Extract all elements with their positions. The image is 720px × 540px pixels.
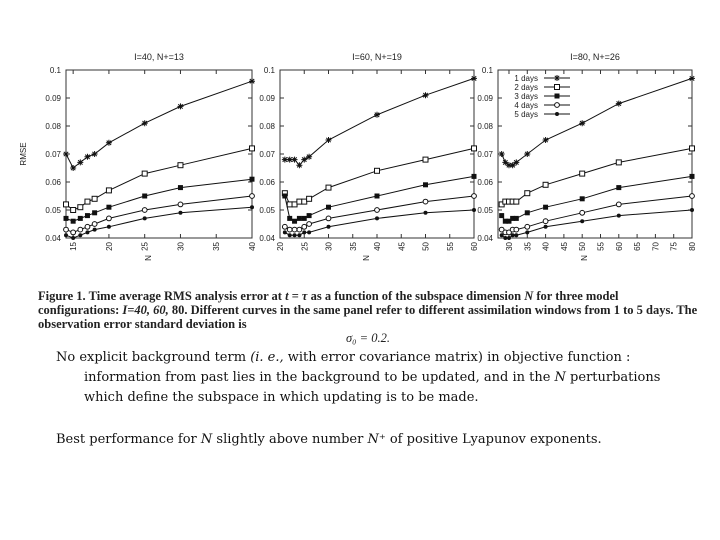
data-point — [288, 233, 292, 237]
y-tick-label: 0.08 — [259, 122, 275, 131]
x-tick-label: 45 — [397, 242, 407, 251]
series-5 — [283, 208, 476, 237]
data-point — [543, 219, 548, 224]
data-point — [93, 228, 97, 232]
x-tick-label: 20 — [276, 242, 285, 251]
legend-marker — [555, 85, 560, 90]
data-point — [423, 157, 428, 162]
data-point — [106, 205, 111, 210]
series-line — [502, 210, 692, 238]
data-point — [292, 227, 297, 232]
y-tick-label: 0.04 — [45, 234, 61, 243]
data-point — [472, 146, 477, 151]
data-point — [690, 194, 695, 199]
y-tick-label: 0.09 — [259, 94, 275, 103]
data-point — [326, 216, 331, 221]
y-tick-label: 0.08 — [45, 122, 61, 131]
caption-math-I: I=40, 60, — [122, 303, 169, 317]
data-point — [375, 208, 380, 213]
data-point — [296, 162, 302, 168]
data-point — [302, 216, 307, 221]
data-point — [302, 230, 306, 234]
data-point — [142, 171, 147, 176]
data-point — [78, 227, 83, 232]
note2-Nplus: N⁺ — [367, 432, 386, 447]
data-point — [499, 213, 504, 218]
data-point — [689, 75, 695, 81]
x-tick-label: 15 — [69, 242, 79, 251]
legend-label: 1 days — [514, 74, 538, 83]
data-point — [178, 185, 183, 190]
y-tick-label: 0.07 — [259, 150, 275, 159]
x-tick-label: 55 — [596, 242, 606, 251]
data-point — [543, 182, 548, 187]
x-tick-label: 50 — [421, 242, 431, 251]
data-point — [142, 194, 147, 199]
data-point — [326, 205, 331, 210]
data-point — [142, 208, 147, 213]
data-point — [423, 199, 428, 204]
data-point — [64, 202, 69, 207]
data-point — [283, 230, 287, 234]
data-point — [77, 159, 83, 165]
data-point — [250, 146, 255, 151]
data-point — [292, 157, 298, 163]
data-point — [472, 208, 476, 212]
data-point — [580, 210, 585, 215]
x-tick-label: 30 — [176, 242, 186, 251]
data-point — [514, 216, 519, 221]
data-point — [543, 205, 548, 210]
note2-part-c: of positive Lyapunov exponents. — [385, 432, 602, 447]
y-tick-label: 0.06 — [259, 178, 275, 187]
legend-label: 4 days — [514, 101, 538, 110]
data-point — [616, 160, 621, 165]
x-axis-label: N — [580, 255, 589, 261]
data-point — [71, 236, 75, 240]
x-axis-label: N — [362, 255, 371, 261]
data-point — [71, 219, 76, 224]
data-point — [64, 233, 68, 237]
data-point — [616, 101, 622, 107]
y-tick-label: 0.1 — [263, 66, 275, 75]
data-point — [326, 185, 331, 190]
x-tick-label: 45 — [559, 242, 569, 251]
data-point — [282, 224, 287, 229]
data-point — [472, 174, 477, 179]
data-point — [282, 194, 287, 199]
data-point — [92, 196, 97, 201]
data-point — [503, 236, 507, 240]
data-point — [63, 151, 69, 157]
legend-marker — [554, 75, 560, 81]
data-point — [511, 233, 515, 237]
data-point — [92, 151, 98, 157]
data-point — [514, 199, 519, 204]
data-point — [525, 230, 529, 234]
x-tick-label: 25 — [140, 242, 150, 251]
x-tick-label: 55 — [445, 242, 455, 251]
panel-title: I=80, N+=26 — [570, 52, 620, 62]
caption-math-t-tau: t = τ — [285, 289, 308, 303]
data-point — [326, 137, 332, 143]
data-point — [580, 171, 585, 176]
x-tick-label: 25 — [300, 242, 310, 251]
x-tick-label: 40 — [541, 242, 551, 251]
data-point — [524, 151, 530, 157]
data-point — [178, 202, 183, 207]
y-tick-label: 0.04 — [477, 234, 493, 243]
chart-panel-2 — [280, 70, 477, 238]
data-point — [64, 227, 69, 232]
x-tick-label: 40 — [373, 242, 382, 251]
data-point — [690, 208, 694, 212]
data-point — [177, 103, 183, 109]
x-tick-label: 65 — [633, 242, 643, 251]
y-tick-label: 0.1 — [481, 66, 493, 75]
data-point — [423, 182, 428, 187]
data-point — [107, 225, 111, 229]
data-point — [580, 219, 584, 223]
data-point — [92, 222, 97, 227]
data-point — [507, 236, 511, 240]
data-point — [471, 75, 477, 81]
data-point — [297, 227, 302, 232]
note1-N: N — [554, 370, 566, 385]
note-best-performance — [56, 430, 668, 450]
note2-part-b: slightly above number — [212, 432, 368, 447]
data-point — [423, 92, 429, 98]
series-line — [502, 196, 692, 232]
data-point — [374, 112, 380, 118]
y-axis-label: RMSE — [19, 142, 28, 166]
data-point — [616, 185, 621, 190]
data-point — [71, 208, 76, 213]
data-point — [143, 216, 147, 220]
y-tick-label: 0.08 — [477, 122, 493, 131]
data-point — [106, 140, 112, 146]
series-1 — [63, 78, 255, 171]
y-tick-label: 0.05 — [259, 206, 275, 215]
data-point — [690, 146, 695, 151]
y-tick-label: 0.06 — [45, 178, 61, 187]
data-point — [85, 213, 90, 218]
note2-N: N — [200, 432, 213, 447]
chart-panel-1 — [63, 70, 255, 240]
data-point — [307, 196, 312, 201]
x-tick-label: 50 — [578, 242, 588, 251]
data-point — [525, 191, 530, 196]
x-tick-label: 60 — [614, 242, 624, 251]
caption-part-3: for three model configurations: — [38, 289, 619, 317]
data-point — [249, 78, 255, 84]
data-point — [525, 224, 530, 229]
x-tick-label: 40 — [248, 242, 257, 251]
x-tick-label: 30 — [324, 242, 334, 251]
y-tick-label: 0.07 — [477, 150, 493, 159]
data-point — [327, 225, 331, 229]
data-point — [297, 216, 302, 221]
legend-label: 5 days — [514, 110, 538, 119]
data-point — [292, 202, 297, 207]
data-point — [544, 225, 548, 229]
caption-part-2: as a function of the subspace dimension — [307, 289, 525, 303]
data-point — [375, 194, 380, 199]
x-tick-label: 70 — [651, 242, 661, 251]
data-point — [301, 157, 307, 163]
data-point — [293, 233, 297, 237]
slide-notes — [56, 348, 668, 472]
data-point — [78, 216, 83, 221]
data-point — [502, 159, 508, 165]
y-tick-label: 0.09 — [45, 94, 61, 103]
data-point — [106, 188, 111, 193]
note1-part-b: with error covariance matrix) in objective function : information from past lies in the background to be updated, and in the — [84, 350, 631, 385]
caption-sigma: σ₀ = 0.2. — [346, 331, 390, 345]
data-point — [85, 199, 90, 204]
data-point — [64, 216, 69, 221]
data-point — [287, 216, 292, 221]
data-point — [250, 194, 255, 199]
data-point — [543, 137, 549, 143]
data-point — [250, 177, 255, 182]
note1-part-c: perturbations which define the subspace in which updating is to be made. — [84, 370, 661, 405]
caption-math-N: N — [524, 289, 534, 303]
data-point — [690, 174, 695, 179]
x-tick-label: 35 — [348, 242, 358, 251]
data-point — [287, 202, 292, 207]
legend-label: 2 days — [514, 83, 538, 92]
data-point — [525, 210, 530, 215]
data-point — [302, 224, 307, 229]
data-point — [178, 211, 182, 215]
note-background-term — [56, 348, 668, 408]
legend-label: 3 days — [514, 92, 538, 101]
data-point — [70, 165, 76, 171]
data-point — [499, 151, 505, 157]
y-tick-label: 0.09 — [477, 94, 493, 103]
y-tick-label: 0.05 — [45, 206, 61, 215]
data-point — [292, 219, 297, 224]
y-tick-label: 0.1 — [49, 66, 61, 75]
data-point — [85, 224, 90, 229]
y-tick-label: 0.07 — [45, 150, 61, 159]
x-tick-label: 60 — [470, 242, 479, 251]
legend-marker — [555, 94, 560, 99]
data-point — [287, 227, 292, 232]
data-point — [92, 210, 97, 215]
data-point — [472, 194, 477, 199]
data-point — [297, 199, 302, 204]
data-point — [510, 162, 516, 168]
legend-marker — [555, 112, 559, 116]
y-tick-label: 0.06 — [477, 178, 493, 187]
data-point — [514, 227, 519, 232]
panel-title: I=40, N+=13 — [134, 52, 184, 62]
data-point — [616, 202, 621, 207]
data-point — [514, 233, 518, 237]
data-point — [307, 222, 312, 227]
panel-title: I=60, N+=19 — [352, 52, 402, 62]
x-tick-label: 35 — [523, 242, 533, 251]
data-point — [579, 120, 585, 126]
data-point — [424, 211, 428, 215]
data-point — [178, 163, 183, 168]
series-line — [285, 196, 474, 230]
x-tick-label: 35 — [212, 242, 222, 251]
data-point — [297, 233, 301, 237]
data-point — [142, 120, 148, 126]
data-point — [78, 205, 83, 210]
data-point — [78, 233, 82, 237]
series-line — [285, 78, 474, 165]
x-tick-label: 80 — [688, 242, 697, 251]
caption-part-4: 80. Different curves in the same panel refer to different assimilation windows from 1 to 5 days. The observation error standard deviation is — [38, 303, 698, 331]
y-tick-label: 0.04 — [259, 234, 275, 243]
data-point — [306, 154, 312, 160]
x-tick-label: 75 — [669, 242, 679, 251]
data-point — [375, 216, 379, 220]
data-point — [513, 159, 519, 165]
data-point — [302, 199, 307, 204]
note2-part-a: Best performance for — [56, 432, 201, 447]
data-point — [617, 214, 621, 218]
data-point — [307, 230, 311, 234]
data-point — [375, 168, 380, 173]
note1-ie: (i. e., — [250, 350, 284, 365]
data-point — [500, 233, 504, 237]
note1-part-a: No explicit background term — [56, 350, 251, 365]
caption-part-1: Figure 1. Time average RMS analysis error at — [38, 289, 286, 303]
x-tick-label: 20 — [104, 242, 114, 251]
data-point — [307, 213, 312, 218]
data-point — [84, 154, 90, 160]
x-tick-label: 30 — [504, 242, 514, 251]
x-axis-label: N — [144, 255, 153, 261]
data-point — [71, 230, 76, 235]
legend-marker — [555, 103, 560, 108]
y-tick-label: 0.05 — [477, 206, 493, 215]
data-point — [580, 196, 585, 201]
data-point — [107, 216, 112, 221]
figure-caption — [38, 289, 698, 345]
data-point — [85, 230, 89, 234]
data-point — [250, 205, 254, 209]
